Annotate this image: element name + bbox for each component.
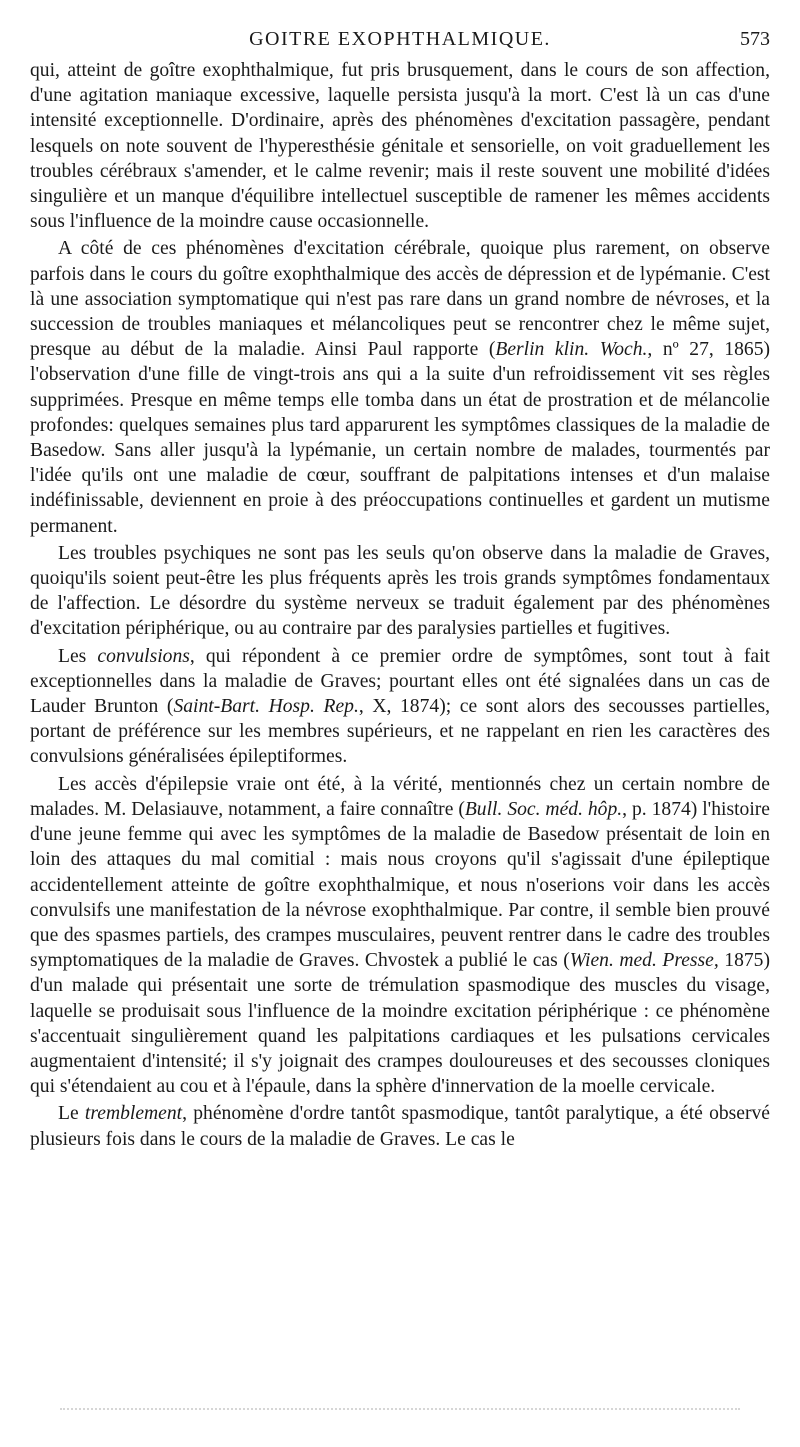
italic-run: Bull. Soc. méd. hôp.	[464, 798, 623, 820]
running-header	[30, 26, 770, 54]
text-run: , nº 27, 1865) l'observation d'une fille de vingt-trois ans qui a la suite d'un refroidissement vit ses règles supprimées. Presque en même temps elle tomba dans un état de prostration et de mélancolie profondes: quelques semaines plus tard apparurent les symptômes classiques de la maladie de Basedow. Sans aller jusqu'à la lypémanie, un certain nombre de malades, tourmentés par l'idée qu'ils ont une maladie de cœur, souffrant de palpitations intenses et d'un malaise indéfinissable, deviennent en proie à des préoccupations continuelles et gardent un mutisme permanent.	[30, 339, 771, 537]
italic-run: Saint-Bart. Hosp. Rep.	[173, 696, 359, 718]
text-run: A côté de ces phénomènes d'excitation cérébrale, quoique plus rarement, on observe parfois dans le cours du goître exophthalmique des accès de dépression et de lypémanie. C'est là une association symptomatique qui n'est pas rare dans un grand nombre de névroses, et la succession de troubles maniaques et mélancoliques peut se rencontrer chez le même sujet, presque au début de la maladie. Ainsi Paul rapporte (	[30, 238, 770, 361]
italic-run: convulsions	[97, 645, 190, 667]
text-run: , p. 1874) l'histoire d'une jeune femme qui avec les symptômes de la maladie de Basedow présentait de loin en loin des attaques du mal comitial : mais nous croyons qu'il s'agissait d'une épileptique accidentellement atteinte de goître exophthalmique, et nous n'oserions voir dans les accès convulsifs une manifestation de la névrose exophthalmique. Par contre, il semble bien prouvé que des spasmes partiels, des crampes musculaires, peuvent rentrer dans le cadre des troubles symptomatiques de la maladie de Graves. Chvostek a publié le cas (	[30, 798, 770, 972]
paragraph-psychic-troubles	[30, 541, 770, 642]
text-run: qui, atteint de goître exophthalmique, fut pris brusquement, dans le cours de son affection, d'une agitation maniaque excessive, laquelle persista jusqu'à la mort. C'est là un cas d'une intensité exceptionnelle. D'ordinaire, après des phénomènes d'excitation passagère, pendant lesquels on note souvent de l'hyperesthésie génitale et sensorielle, on voit graduellement les troubles cérébraux s'amender, et le calme revenir; mais il reste souvent une mobilité d'idées singulière et un manque d'équilibre intellectuel susceptible de ramener les mêmes accidents sous l'influence de la moindre cause occasionnelle.	[30, 60, 770, 233]
text-run: 1875) d'un malade qui présentait une sorte de trémulation spasmodique des muscles du visage, laquelle se produisait sous l'influence de la moindre excitation périphérique : ce phénomène s'accentuait singulièrement quand les palpitations cardiaques et les pulsations cervicales augmentaient d'intensité; il s'y joignait des crampes douloureuses et des secousses cloniques qui s'étendaient au cou et à l'épaule, dans la sphère d'innervation de la moelle cervicale.	[30, 950, 770, 1098]
text-run: , qui répondent à ce premier ordre de symptômes, sont tout à fait exceptionnelles dans la maladie de Graves; pourtant elles ont été signalées dans un cas de Lauder Brunton (	[30, 645, 770, 718]
text-run: Les accès d'épilepsie vraie ont été, à la vérité, mentionnés chez un certain nombre de malades. M. Delasiauve, notamment, a faire connaître (	[30, 773, 770, 820]
header-title: GOITRE EXOPHTHALMIQUE.	[249, 28, 551, 50]
body-text	[30, 58, 770, 1152]
paragraph-tremor	[30, 1101, 770, 1151]
paragraph-depression	[30, 236, 770, 538]
text-run: Les troubles psychiques ne sont pas les seuls qu'on observe dans la maladie de Graves, quoiqu'ils soient peut-être les plus fréquents après les trois grands symptômes fondamentaux de l'affection. Le désordre du système nerveux se traduit également par des phénomènes d'excitation périphérique, ou au contraire par des paralysies partielles et fugitives.	[30, 542, 770, 640]
text-run: , phénomène d'ordre tantôt spasmodique, tantôt paralytique, a été observé plusieurs fois dans le cours de la maladie de Graves. Le cas le	[30, 1103, 770, 1150]
paragraph-convulsions	[30, 644, 770, 770]
text-run: , X, 1874); ce sont alors des secousses partielles, portant de préférence sur les membres supérieurs, et ne rappelant en rien les caractères des convulsions généralisées épileptiformes.	[30, 696, 770, 768]
text-run: Le	[58, 1103, 85, 1125]
paragraph-continuation	[30, 58, 770, 234]
italic-run: tremblement	[84, 1103, 183, 1125]
paragraph-epilepsy	[30, 772, 770, 1100]
page-number: 573	[740, 28, 770, 50]
text-run: Les	[58, 645, 98, 667]
italic-run: Berlin klin. Woch.	[495, 339, 648, 361]
italic-run: Wien. med. Presse,	[569, 950, 719, 972]
bottom-scan-marks	[60, 1408, 740, 1418]
